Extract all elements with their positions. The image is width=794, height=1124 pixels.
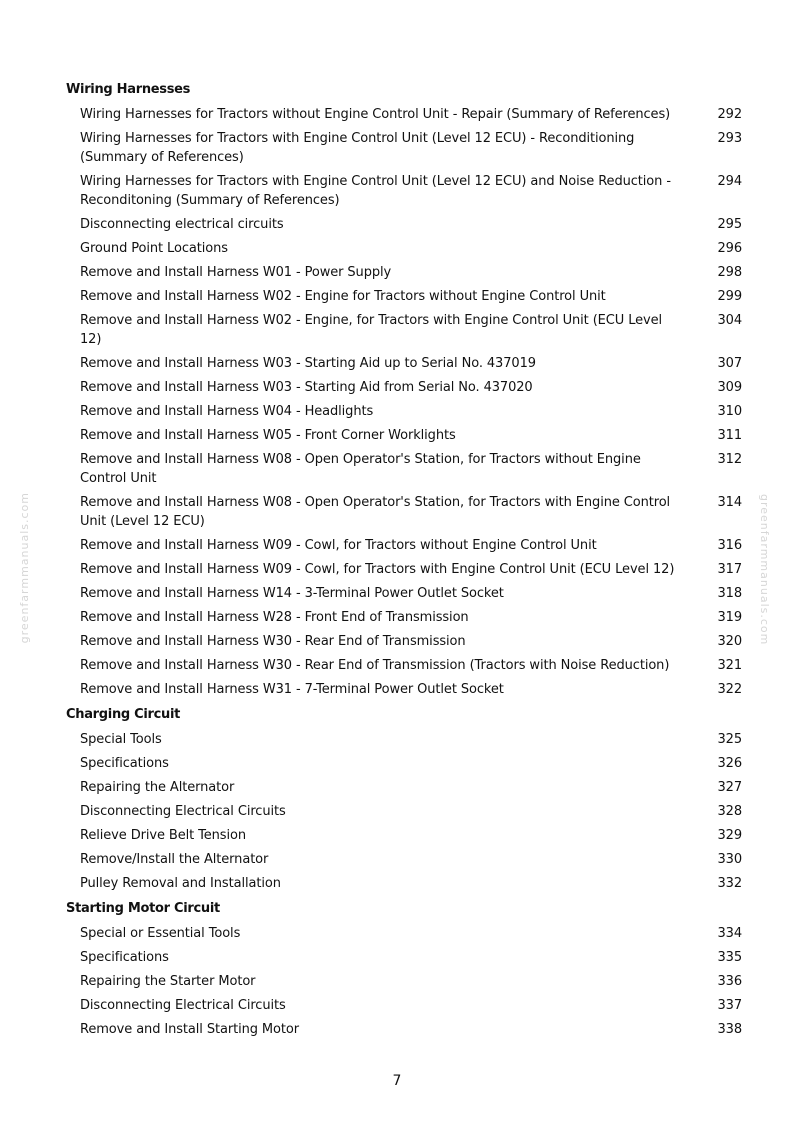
toc-entry-page: 328 — [717, 804, 742, 819]
toc-entry[interactable] — [66, 172, 742, 210]
toc-entry[interactable] — [66, 730, 742, 749]
toc-entry[interactable] — [66, 826, 742, 845]
toc-entry[interactable] — [66, 778, 742, 797]
toc-entry-title: Remove and Install Starting Motor — [80, 1022, 300, 1037]
toc-entry-page: 310 — [717, 404, 742, 419]
page-number: 7 — [392, 1073, 402, 1089]
toc-entry[interactable] — [66, 1020, 742, 1039]
section-title: Wiring Harnesses — [66, 82, 191, 97]
section-title: Charging Circuit — [66, 707, 181, 722]
toc-entry-page: 307 — [717, 356, 742, 371]
toc-entry-title: Specifications — [80, 950, 169, 965]
toc-entry-page: 309 — [717, 380, 742, 395]
toc-entry-page: 322 — [717, 682, 742, 697]
toc-entry[interactable] — [66, 215, 742, 234]
toc-entry[interactable] — [66, 239, 742, 258]
toc-entry-page: 304 — [717, 313, 742, 328]
toc-entry[interactable] — [66, 632, 742, 651]
toc-entry-title: Remove and Install Harness W28 - Front End of Transmission — [80, 610, 469, 625]
toc-entry-page: 320 — [717, 634, 742, 649]
toc-entry-page: 337 — [717, 998, 742, 1013]
toc-entry-title: Remove and Install Harness W14 - 3-Terminal Power Outlet Socket — [80, 586, 504, 601]
toc-entry-page: 330 — [717, 852, 742, 867]
toc-entry-page: 316 — [717, 538, 742, 553]
toc-entry-title: Disconnecting Electrical Circuits — [80, 804, 286, 819]
toc-entry-title: Wiring Harnesses for Tractors with Engine Control Unit (Level 12 ECU) and Noise Reduction - Reconditoning (Summary of References) — [80, 174, 671, 208]
toc-entry-title: Remove and Install Harness W31 - 7-Terminal Power Outlet Socket — [80, 682, 504, 697]
toc-entry[interactable] — [66, 536, 742, 555]
toc-entry-title: Remove and Install Harness W05 - Front Corner Worklights — [80, 428, 456, 443]
toc-entry-page: 319 — [717, 610, 742, 625]
toc-entry[interactable] — [66, 426, 742, 445]
toc-entry-title: Remove and Install Harness W08 - Open Operator's Station, for Tractors without Engine Control Unit — [80, 452, 641, 486]
toc-entry-page: 296 — [717, 241, 742, 256]
toc-entry-title: Disconnecting Electrical Circuits — [80, 998, 286, 1013]
toc-entry[interactable] — [66, 450, 742, 488]
toc-entry-title: Wiring Harnesses for Tractors without Engine Control Unit - Repair (Summary of References) — [80, 107, 671, 122]
toc-entry-page: 327 — [717, 780, 742, 795]
toc-entry[interactable] — [66, 584, 742, 603]
toc-entry-title: Special Tools — [80, 732, 162, 747]
toc-entry-page: 335 — [717, 950, 742, 965]
toc-entry[interactable] — [66, 493, 742, 531]
toc-entry-page: 314 — [717, 495, 742, 510]
toc-entry-title: Remove/Install the Alternator — [80, 852, 269, 867]
toc-entry-page: 299 — [717, 289, 742, 304]
toc-entry[interactable] — [66, 354, 742, 373]
toc-entry[interactable] — [66, 996, 742, 1015]
toc-entry-title: Wiring Harnesses for Tractors with Engine Control Unit (Level 12 ECU) - Reconditioning (Summary of References) — [80, 131, 635, 165]
toc-entry[interactable] — [66, 378, 742, 397]
toc-entry[interactable] — [66, 402, 742, 421]
toc-entry-page: 292 — [717, 107, 742, 122]
toc-entry[interactable] — [66, 680, 742, 699]
toc-entry-title: Remove and Install Harness W09 - Cowl, for Tractors without Engine Control Unit — [80, 538, 597, 553]
toc-entry-title: Remove and Install Harness W30 - Rear End of Transmission — [80, 634, 466, 649]
watermark-right: greenfarmmanuals.com — [758, 494, 771, 646]
toc-entry-page: 332 — [717, 876, 742, 891]
toc-entry[interactable] — [66, 874, 742, 893]
toc-entry[interactable] — [66, 802, 742, 821]
toc-entry-title: Special or Essential Tools — [80, 926, 241, 941]
toc-entry[interactable] — [66, 105, 742, 124]
toc-entry-title: Remove and Install Harness W02 - Engine, for Tractors with Engine Control Unit (ECU Level 12) — [80, 313, 663, 347]
toc-entry-title: Remove and Install Harness W04 - Headlights — [80, 404, 374, 419]
toc-entry-title: Remove and Install Harness W02 - Engine for Tractors without Engine Control Unit — [80, 289, 606, 304]
toc-entry[interactable] — [66, 972, 742, 991]
toc-entry-title: Repairing the Starter Motor — [80, 974, 256, 989]
toc-entry-title: Relieve Drive Belt Tension — [80, 828, 246, 843]
toc-entry-page: 338 — [717, 1022, 742, 1037]
toc-entry[interactable] — [66, 924, 742, 943]
toc-entry[interactable] — [66, 311, 742, 349]
toc-entry-title: Remove and Install Harness W09 - Cowl, for Tractors with Engine Control Unit (ECU Level 12) — [80, 562, 675, 577]
toc-entry-page: 318 — [717, 586, 742, 601]
toc-entry[interactable] — [66, 948, 742, 967]
toc-entry-page: 311 — [717, 428, 742, 443]
section-title: Starting Motor Circuit — [66, 901, 220, 916]
watermark-left: greenfarmmanuals.com — [18, 492, 31, 644]
toc-entry-title: Remove and Install Harness W01 - Power Supply — [80, 265, 392, 280]
toc-entry[interactable] — [66, 287, 742, 306]
toc-entry-title: Specifications — [80, 756, 169, 771]
toc-entry-title: Disconnecting electrical circuits — [80, 217, 284, 232]
toc-entry-page: 294 — [717, 174, 742, 189]
toc-entry[interactable] — [66, 656, 742, 675]
toc-entry-page: 312 — [717, 452, 742, 467]
toc-entry-title: Repairing the Alternator — [80, 780, 235, 795]
toc-entry-page: 295 — [717, 217, 742, 232]
toc-entry-title: Remove and Install Harness W03 - Starting Aid from Serial No. 437020 — [80, 380, 533, 395]
toc-entry-title: Remove and Install Harness W03 - Starting Aid up to Serial No. 437019 — [80, 356, 536, 371]
toc-entry-title: Pulley Removal and Installation — [80, 876, 281, 891]
toc-entry[interactable] — [66, 850, 742, 869]
toc-entry-page: 329 — [717, 828, 742, 843]
table-of-contents — [66, 79, 742, 1044]
toc-entry-page: 326 — [717, 756, 742, 771]
toc-entry[interactable] — [66, 754, 742, 773]
toc-entry-page: 336 — [717, 974, 742, 989]
toc-entry-title: Remove and Install Harness W30 - Rear End of Transmission (Tractors with Noise Reduction) — [80, 658, 670, 673]
toc-entry-page: 317 — [717, 562, 742, 577]
toc-entry[interactable] — [66, 560, 742, 579]
toc-entry-page: 293 — [717, 131, 742, 146]
toc-entry-title: Remove and Install Harness W08 - Open Operator's Station, for Tractors with Engine Control Unit (Level 12 ECU) — [80, 495, 671, 529]
toc-entry[interactable] — [66, 608, 742, 627]
toc-entry-title: Ground Point Locations — [80, 241, 228, 256]
toc-entry-page: 321 — [717, 658, 742, 673]
toc-entry-page: 298 — [717, 265, 742, 280]
toc-entry[interactable] — [66, 129, 742, 167]
toc-entry[interactable] — [66, 263, 742, 282]
toc-entry-page: 325 — [717, 732, 742, 747]
toc-entry-page: 334 — [717, 926, 742, 941]
